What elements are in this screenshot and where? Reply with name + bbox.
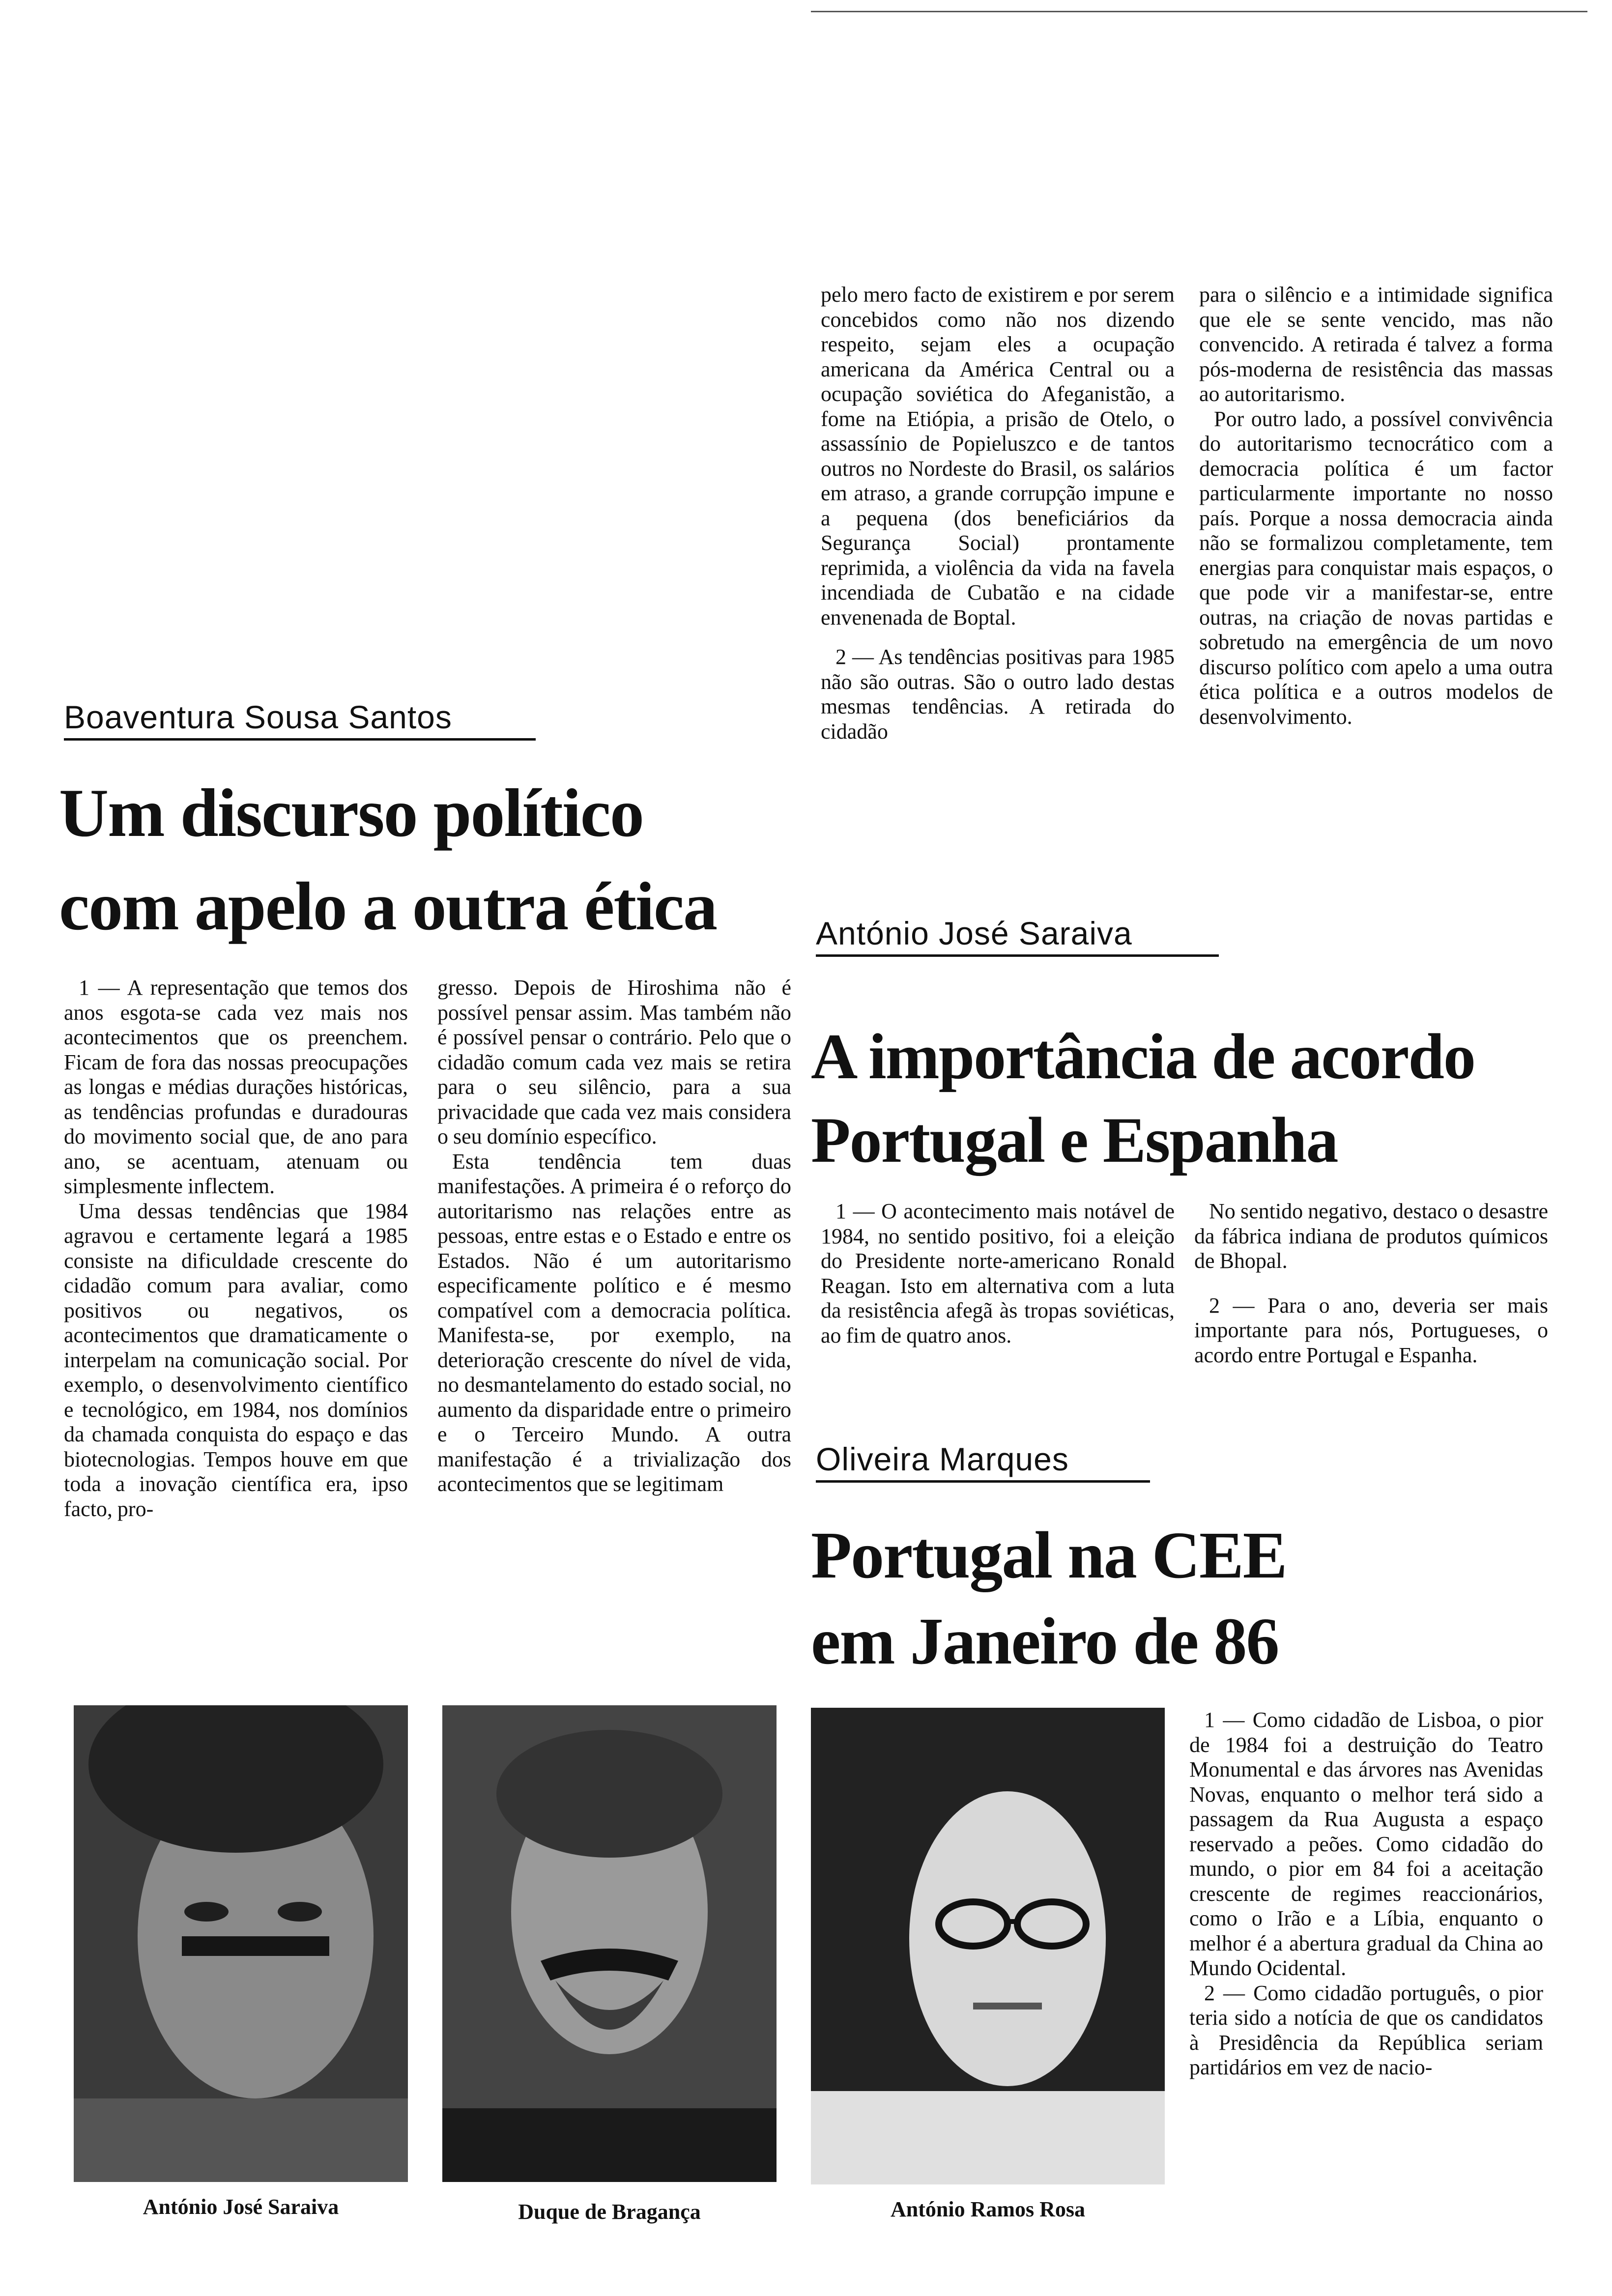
portrait-image (442, 1705, 777, 2182)
byline-saraiva: António José Saraiva (816, 914, 1219, 957)
headline-cee-line2: em Janeiro de 86 (811, 1605, 1279, 1678)
byline-boaventura: Boaventura Sousa Santos (64, 698, 536, 741)
paragraph: Esta tendência tem duas manifestações. A primeira é o reforço do autoritarismo nas relações entre as pessoas, entre estas e o Estado e entre os Estados. Não é um autoritarismo especificamente político e é mesmo compatível com a democracia política. Manifesta-se, por exemplo, na deterioração crescente do nível de vida, no desmantelamento do estado social, no aumento da disparidade entre o primeiro e o Terceiro Mundo. A outra manifestação é a trivialização dos acontecimentos que se legitimam (437, 1149, 791, 1496)
caption-antonio-jose-saraiva: António José Saraiva (143, 2195, 339, 2219)
paragraph: No sentido negativo, destaco o desastre da fábrica indiana de produtos químicos de Bhopal. (1194, 1199, 1548, 1273)
paragraph: 2 — As tendências positivas para 1985 não são outras. São o outro lado destas mesmas tendências. A retirada do cidadão (821, 645, 1175, 744)
paragraph: pelo mero facto de existirem e por serem concebidos como não nos dizendo respeito, sejam eles a ocupação americana da América Central ou a ocupação soviética do Afeganistão, a fome na Etiópia, a prisão de Otelo, o assassínio de Popieluszco e de tantos outros no Nordeste do Brasil, os salários em atraso, a grande corrupção impune e a pequena (dos beneficiários da Segurança Social) prontamente reprimida, a violência da vida na favela incendiada de Cubatão e na cidade envenenada de Boptal. (821, 283, 1175, 630)
portrait-image (74, 1705, 408, 2182)
caption-duque-de-braganca: Duque de Bragança (518, 2200, 701, 2224)
photo-antonio-ramos-rosa (811, 1708, 1165, 2184)
paragraph: Uma dessas tendências que 1984 agravou e certamente legará a 1985 consiste na dificuldade crescente do cidadão comum para avaliar, como positivos ou negativos, os acontecimentos que dramaticamente o interpelam na comunicação social. Por exemplo, o desenvolvimento científico e tecnológico, em 1984, nos domínios da chamada conquista do espaço e das biotecnologias. Tempos houve em que toda a inovação científica era, ipso facto, pro- (64, 1199, 408, 1521)
paragraph: 2 — Como cidadão português, o pior teria sido a notícia de que os candidatos à Presidência da República seriam partidários em vez de nacio- (1189, 1980, 1543, 2079)
article2-column-2 (1194, 1199, 1548, 1368)
caption-antonio-ramos-rosa: António Ramos Rosa (890, 2197, 1086, 2221)
article1-column-2 (437, 976, 791, 1497)
byline-oliveira-marques: Oliveira Marques (816, 1440, 1150, 1483)
portrait-image (811, 1708, 1165, 2184)
headline-importancia-line1: A importância de acordo (811, 1020, 1475, 1092)
paragraph: 2 — Para o ano, deveria ser mais importante para nós, Portugueses, o acordo entre Portugal e Espanha. (1194, 1293, 1548, 1367)
headline-discurso-line2: com apelo a outra ética (59, 868, 717, 945)
headline-cee-line1: Portugal na CEE (811, 1519, 1287, 1592)
article3-column-1 (1189, 1708, 1543, 2080)
headline-importancia-line2: Portugal e Espanha (811, 1104, 1338, 1176)
paragraph: Por outro lado, a possível convivência do autoritarismo tecnocrático com a democracia política é um factor particularmente importante no nosso país. Porque a nossa democracia ainda não se formalizou completamente, tem energias para conquistar mais espaços, o que pode vir a manifestar-se, entre outras, na criação de novas partidas e sobretudo na emergência de um novo discurso político com apelo a uma outra ética política e a outros modelos de desenvolvimento. (1199, 406, 1553, 729)
paragraph: para o silêncio e a intimidade significa que ele se sente vencido, mas não convencido. A retirada é talvez a forma pós-moderna de resistência das massas ao autoritarismo. (1199, 283, 1553, 406)
article1-column-1 (64, 976, 408, 1521)
headline-discurso-line1: Um discurso político (59, 775, 643, 851)
photo-antonio-jose-saraiva (74, 1705, 408, 2182)
paragraph: 1 — Como cidadão de Lisboa, o pior de 1984 foi a destruição do Teatro Monumental e das árvores nas Avenidas Novas, enquanto o melhor terá sido a passagem da Rua Augusta a espaço reservado a peões. Como cidadão do mundo, o pior em 84 foi a aceitação crescente de regimes reaccionários, como o Irão e a Líbia, enquanto o melhor é a abertura gradual da China ao Mundo Ocidental. (1189, 1708, 1543, 1980)
top-rule (811, 11, 1587, 12)
article1-column-3 (821, 283, 1175, 744)
article1-column-4 (1199, 283, 1553, 729)
paragraph: gresso. Depois de Hiroshima não é possível pensar assim. Mas também não é possível pensar o contrário. Pelo que o cidadão comum cada vez mais se retira para o seu silêncio, para a sua privacidade que cada vez mais considera o seu domínio específico. (437, 976, 791, 1148)
photo-duque-de-braganca (442, 1705, 777, 2182)
paragraph: 1 — A representação que temos dos anos esgota-se cada vez mais nos acontecimentos que os preenchem. Ficam de fora das nossas preocupações as longas e médias durações históricas, as tendências profundas e duradouras do movimento social que, de ano para ano, se acentuam, atenuam ou simplesmente inflectem. (64, 976, 408, 1198)
article2-column-1 (821, 1199, 1175, 1348)
paragraph: 1 — O acontecimento mais notável de 1984, no sentido positivo, foi a eleição do Presidente norte-americano Ronald Reagan. Isto em alternativa com a luta da resistência afegã às tropas soviéticas, ao fim de quatro anos. (821, 1199, 1175, 1348)
